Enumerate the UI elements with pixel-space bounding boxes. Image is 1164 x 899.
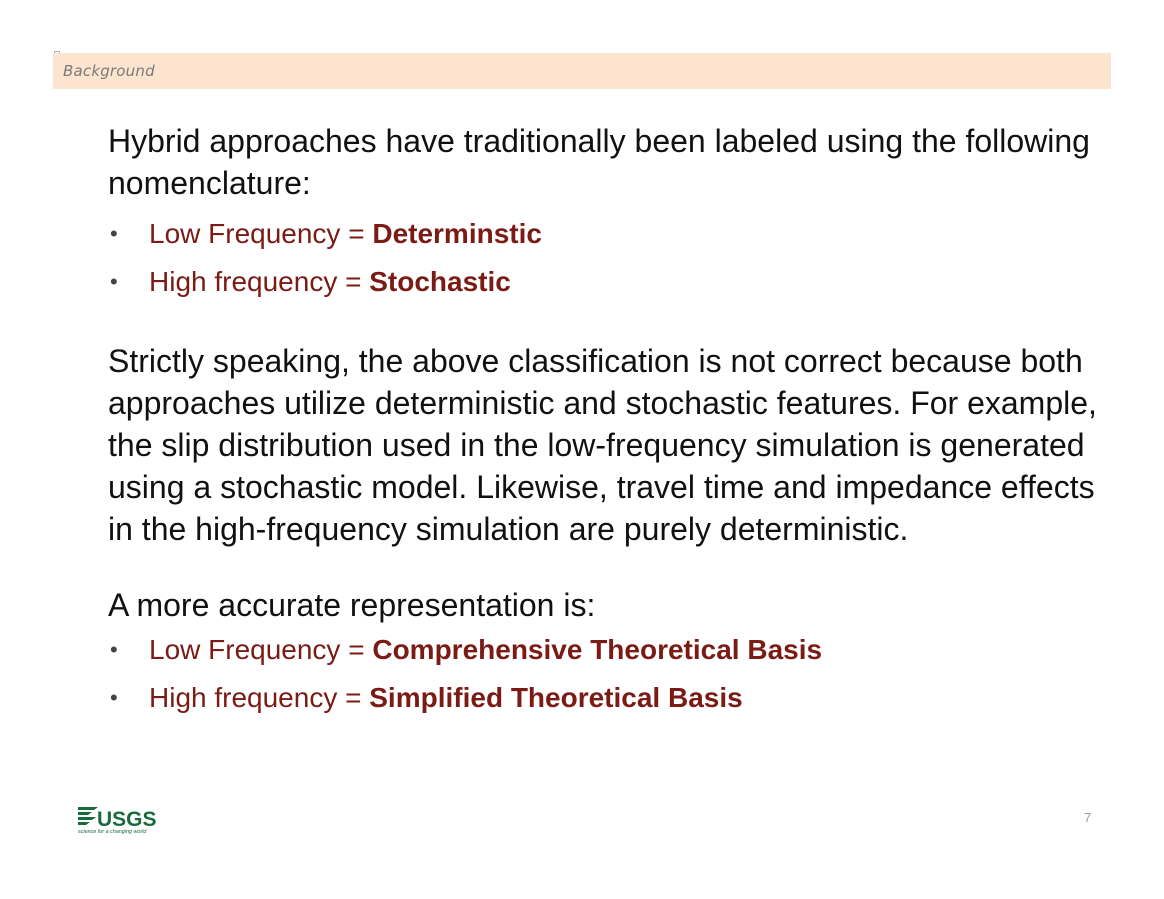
section-header-band: [53, 53, 1111, 89]
list-item: [108, 258, 1098, 306]
bullet-icon: •: [110, 269, 118, 294]
slide-body: [108, 120, 1098, 722]
bullet-icon: •: [110, 637, 118, 662]
intro-paragraph: Hybrid approaches have traditionally been labeled using the following nomenclature:: [108, 123, 1090, 201]
item-prefix: Low Frequency =: [149, 634, 373, 665]
explanation-paragraph: Strictly speaking, the above classification is not correct because both approaches utilize deterministic and stochastic features. For example, the slip distribution used in the low-frequency simulation is generated using a stochastic model. Likewise, travel time and impedance effects in the high-frequency simulation are purely deterministic.: [108, 343, 1097, 547]
item-prefix: High frequency =: [149, 682, 370, 713]
page-number: 7: [1084, 810, 1092, 825]
bullet-icon: •: [110, 685, 118, 710]
item-term: Stochastic: [369, 266, 511, 297]
logo-tagline: science for a changing world: [78, 829, 147, 835]
list-item: [108, 210, 1098, 258]
accurate-representation-list: [108, 626, 1098, 722]
item-prefix: High frequency =: [149, 266, 370, 297]
item-term: Determinstic: [372, 218, 542, 249]
logo-wordmark: USGS: [97, 808, 157, 831]
usgs-logo-icon: [76, 803, 160, 835]
section-label: Background: [63, 62, 155, 80]
item-term: Comprehensive Theoretical Basis: [372, 634, 823, 665]
accurate-intro-paragraph: A more accurate representation is:: [108, 587, 596, 623]
bullet-icon: •: [110, 221, 118, 246]
item-term: Simplified Theoretical Basis: [369, 682, 743, 713]
traditional-nomenclature-list: [108, 210, 1098, 306]
list-item: [108, 626, 1098, 674]
item-prefix: Low Frequency =: [149, 218, 373, 249]
list-item: [108, 674, 1098, 722]
